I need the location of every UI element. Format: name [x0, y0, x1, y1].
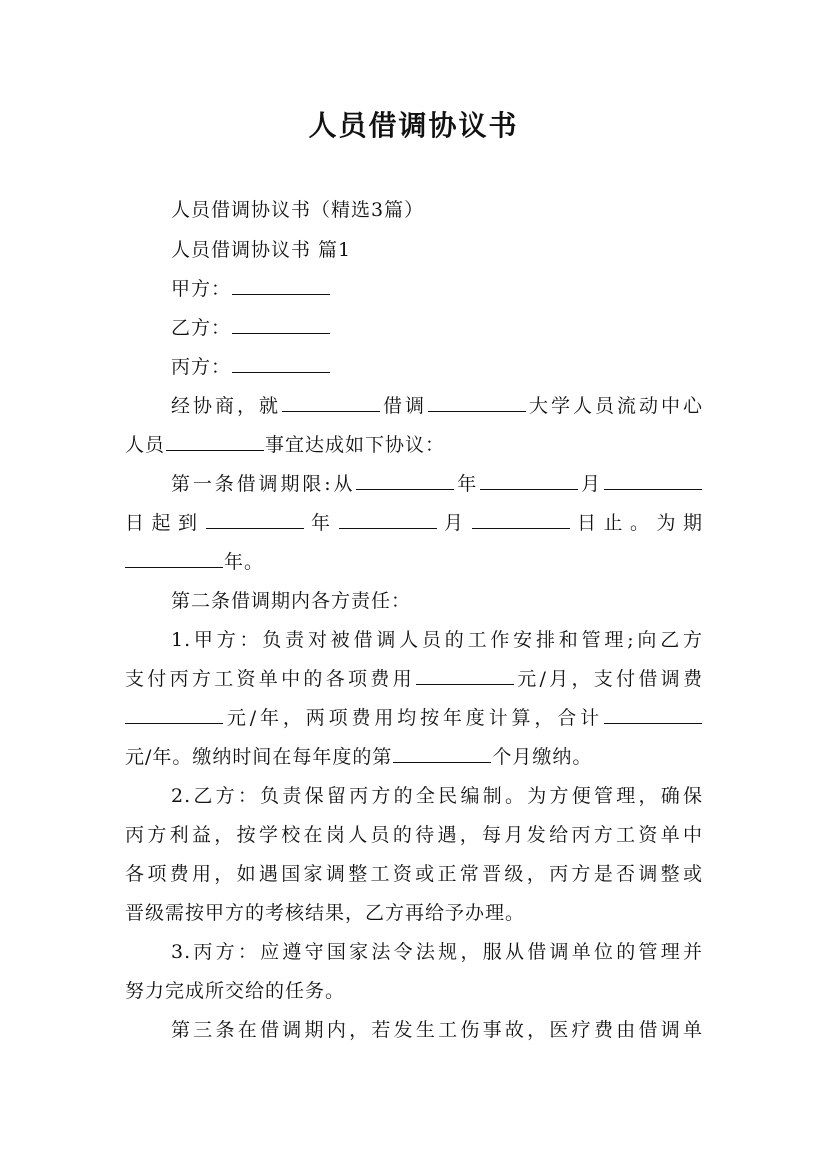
- blank-field: [480, 467, 578, 490]
- resp-1-line-3: [125, 701, 703, 735]
- text-span: 第一条借调期限:从: [171, 473, 356, 495]
- party-c-line: [171, 350, 703, 384]
- text-span: 年: [455, 473, 480, 495]
- text-span: 经协商，就: [171, 395, 281, 417]
- blank-field: [282, 389, 380, 412]
- text-span: 人员: [125, 434, 166, 456]
- section-title: 人员借调协议书 篇1: [171, 239, 352, 261]
- text-span: 元/月，支付借调费: [514, 668, 703, 690]
- article-1-line-1: [171, 467, 703, 501]
- resp-3-line-1: 3.丙方：应遵守国家法令法规，服从借调单位的管理并: [171, 941, 703, 963]
- blank-field: [604, 701, 702, 724]
- party-a-label: 甲方：: [171, 278, 232, 300]
- paragraph-1-line-2: [125, 428, 703, 462]
- blank-field: [232, 272, 330, 295]
- text-span: 月: [579, 473, 603, 495]
- text-span: 日起到: [125, 512, 205, 534]
- blank-field: [356, 467, 454, 490]
- party-b-line: [171, 311, 703, 345]
- resp-1-line-2: [125, 662, 703, 696]
- text-span: 元/年，两项费用均按年度计算，合计: [224, 707, 603, 729]
- resp-2-line-2: 丙方利益，按学校在岗人员的待遇，每月发给丙方工资单中: [125, 824, 703, 846]
- blank-field: [232, 311, 330, 334]
- blank-field: [125, 545, 223, 568]
- blank-field: [472, 506, 570, 529]
- text-span: 个月缴纳。: [492, 746, 593, 768]
- article-2-title: 第二条借调期内各方责任：: [171, 590, 412, 612]
- text-span: 支付丙方工资单中的各项费用: [125, 668, 415, 690]
- resp-1-line-1: 1.甲方：负责对被借调人员的工作安排和管理;向乙方: [171, 629, 703, 651]
- document-title: 人员借调协议书: [308, 109, 519, 142]
- resp-2-line-4: 晋级需按甲方的考核结果，乙方再给予办理。: [125, 902, 526, 924]
- blank-field: [339, 506, 437, 529]
- blank-field: [125, 701, 223, 724]
- article-1-line-2: [125, 506, 703, 540]
- blank-field: [166, 428, 264, 451]
- blank-field: [393, 740, 491, 763]
- party-b-label: 乙方：: [171, 317, 232, 339]
- blank-field: [428, 389, 526, 412]
- text-span: 大学人员流动中心: [527, 395, 703, 417]
- resp-1-line-4: [125, 740, 703, 774]
- intro-line: 人员借调协议书（精选3篇）: [171, 199, 425, 221]
- blank-field: [604, 467, 702, 490]
- resp-2-line-3: 各项费用，如遇国家调整工资或正常晋级，丙方是否调整或: [125, 863, 703, 885]
- text-span: 事宜达成如下协议：: [265, 434, 446, 456]
- party-a-line: [171, 272, 703, 306]
- resp-2-line-1: 2.乙方：负责保留丙方的全民编制。为方便管理，确保: [171, 785, 703, 807]
- paragraph-1-line-1: [171, 389, 703, 423]
- blank-field: [416, 662, 514, 685]
- text-span: 元/年。缴纳时间在每年度的第: [125, 746, 393, 768]
- text-span: 年。: [224, 551, 265, 573]
- text-span: 年: [304, 512, 338, 534]
- text-span: 月: [437, 512, 471, 534]
- article-3-line-1: 第三条在借调期内，若发生工伤事故，医疗费由借调单: [171, 1019, 703, 1041]
- blank-field: [206, 506, 304, 529]
- text-span: 日止。为期: [570, 512, 703, 534]
- blank-field: [232, 350, 330, 373]
- article-1-line-3: [125, 545, 703, 579]
- resp-3-line-2: 努力完成所交给的任务。: [125, 980, 346, 1002]
- party-c-label: 丙方：: [171, 356, 232, 378]
- text-span: 借调: [381, 395, 427, 417]
